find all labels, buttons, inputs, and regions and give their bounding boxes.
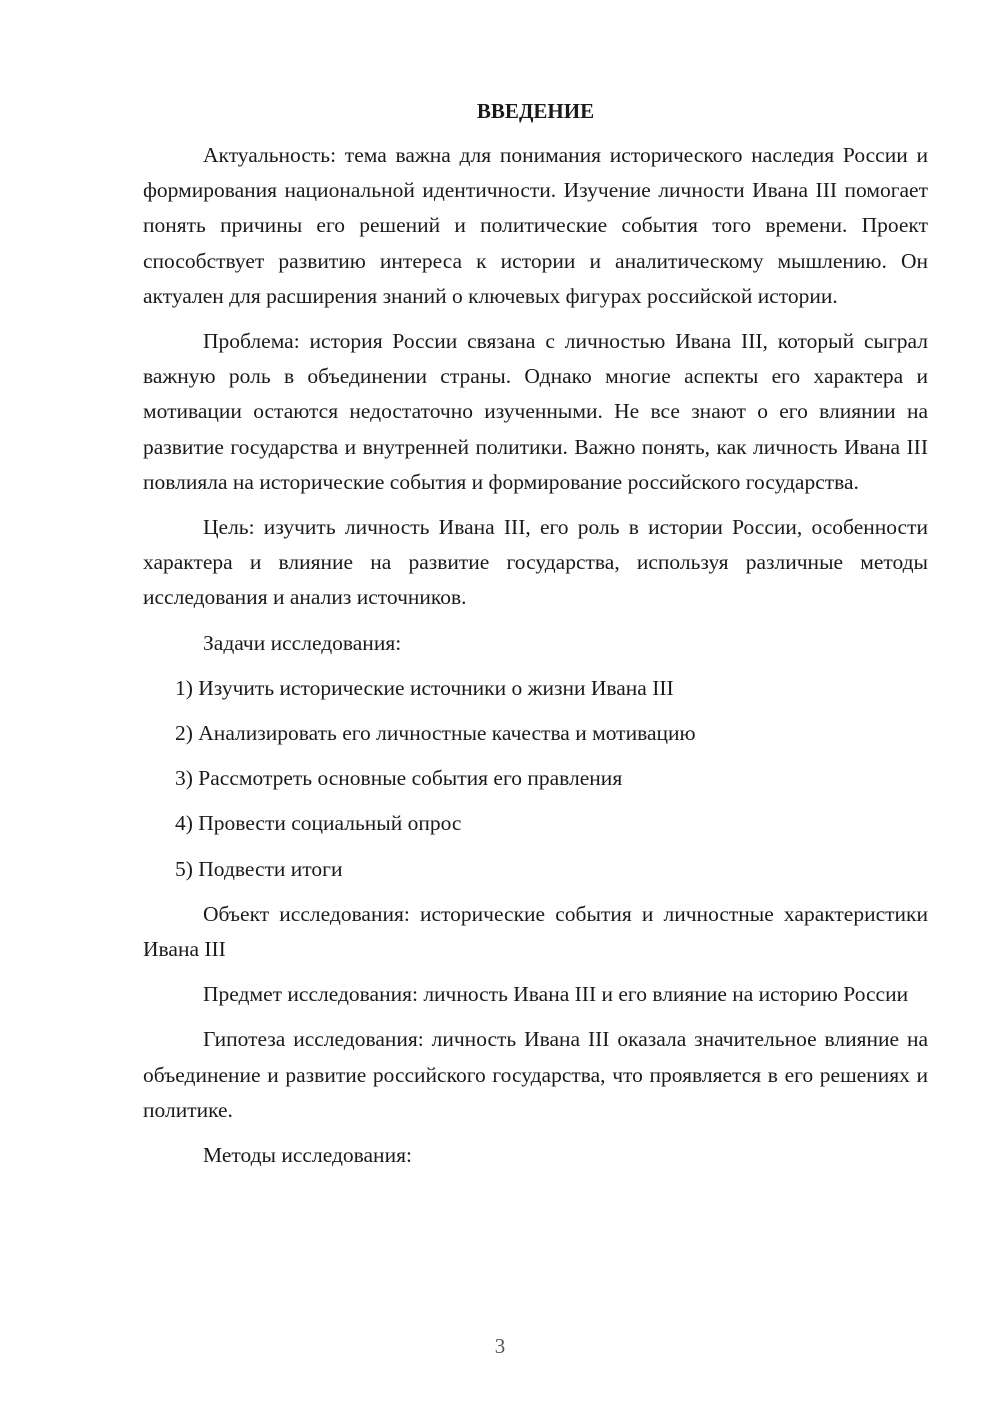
document-page (143, 96, 928, 1183)
list-item: 4) Провести социальный опрос (175, 811, 462, 836)
paragraph-problem: Проблема: история России связана с личностью Ивана III, который сыграл важную роль в объединении страны. Однако многие аспекты его характера и мотивации остаются недостаточно изученными. Не все знают о его влиянии на развитие государства и внутренней политики. Важно понять, как личность Ивана III повлияла на исторические события и формирование российского государства. (143, 329, 928, 494)
paragraph-relevance: Актуальность: тема важна для понимания исторического наследия России и формирования национальной идентичности. Изучение личности Ивана III помогает понять причины его решений и политические события того времени. Проект способствует развитию интереса к истории и аналитическому мышлению. Он актуален для расширения знаний о ключевых фигурах российской истории. (143, 143, 928, 308)
list-item: 5) Подвести итоги (175, 856, 343, 881)
paragraph-hypothesis: Гипотеза исследования: личность Ивана III оказала значительное влияние на объединение и развитие российского государства, что проявляется в его решениях и политике. (143, 1027, 928, 1122)
list-item: 3) Рассмотреть основные события его правления (175, 766, 623, 791)
paragraph-tasks-heading: Задачи исследования: (203, 630, 402, 655)
page-number: 3 (494, 1334, 506, 1358)
page-title: ВВЕДЕНИЕ (476, 99, 595, 123)
paragraph-object: Объект исследования: исторические события и личностные характеристики Ивана III (143, 901, 928, 962)
paragraph-subject: Предмет исследования: личность Ивана III и его влияние на историю России (203, 982, 909, 1007)
paragraph-methods-heading: Методы исследования: (203, 1143, 412, 1168)
list-item: 2) Анализировать его личностные качества и мотивацию (175, 721, 696, 746)
list-item: 1) Изучить исторические источники о жизни Ивана III (175, 675, 674, 700)
tasks-list (143, 671, 928, 887)
paragraph-goal: Цель: изучить личность Ивана III, его роль в истории России, особенности характера и влияние на развитие государства, используя различные методы исследования и анализ источников. (143, 515, 928, 610)
